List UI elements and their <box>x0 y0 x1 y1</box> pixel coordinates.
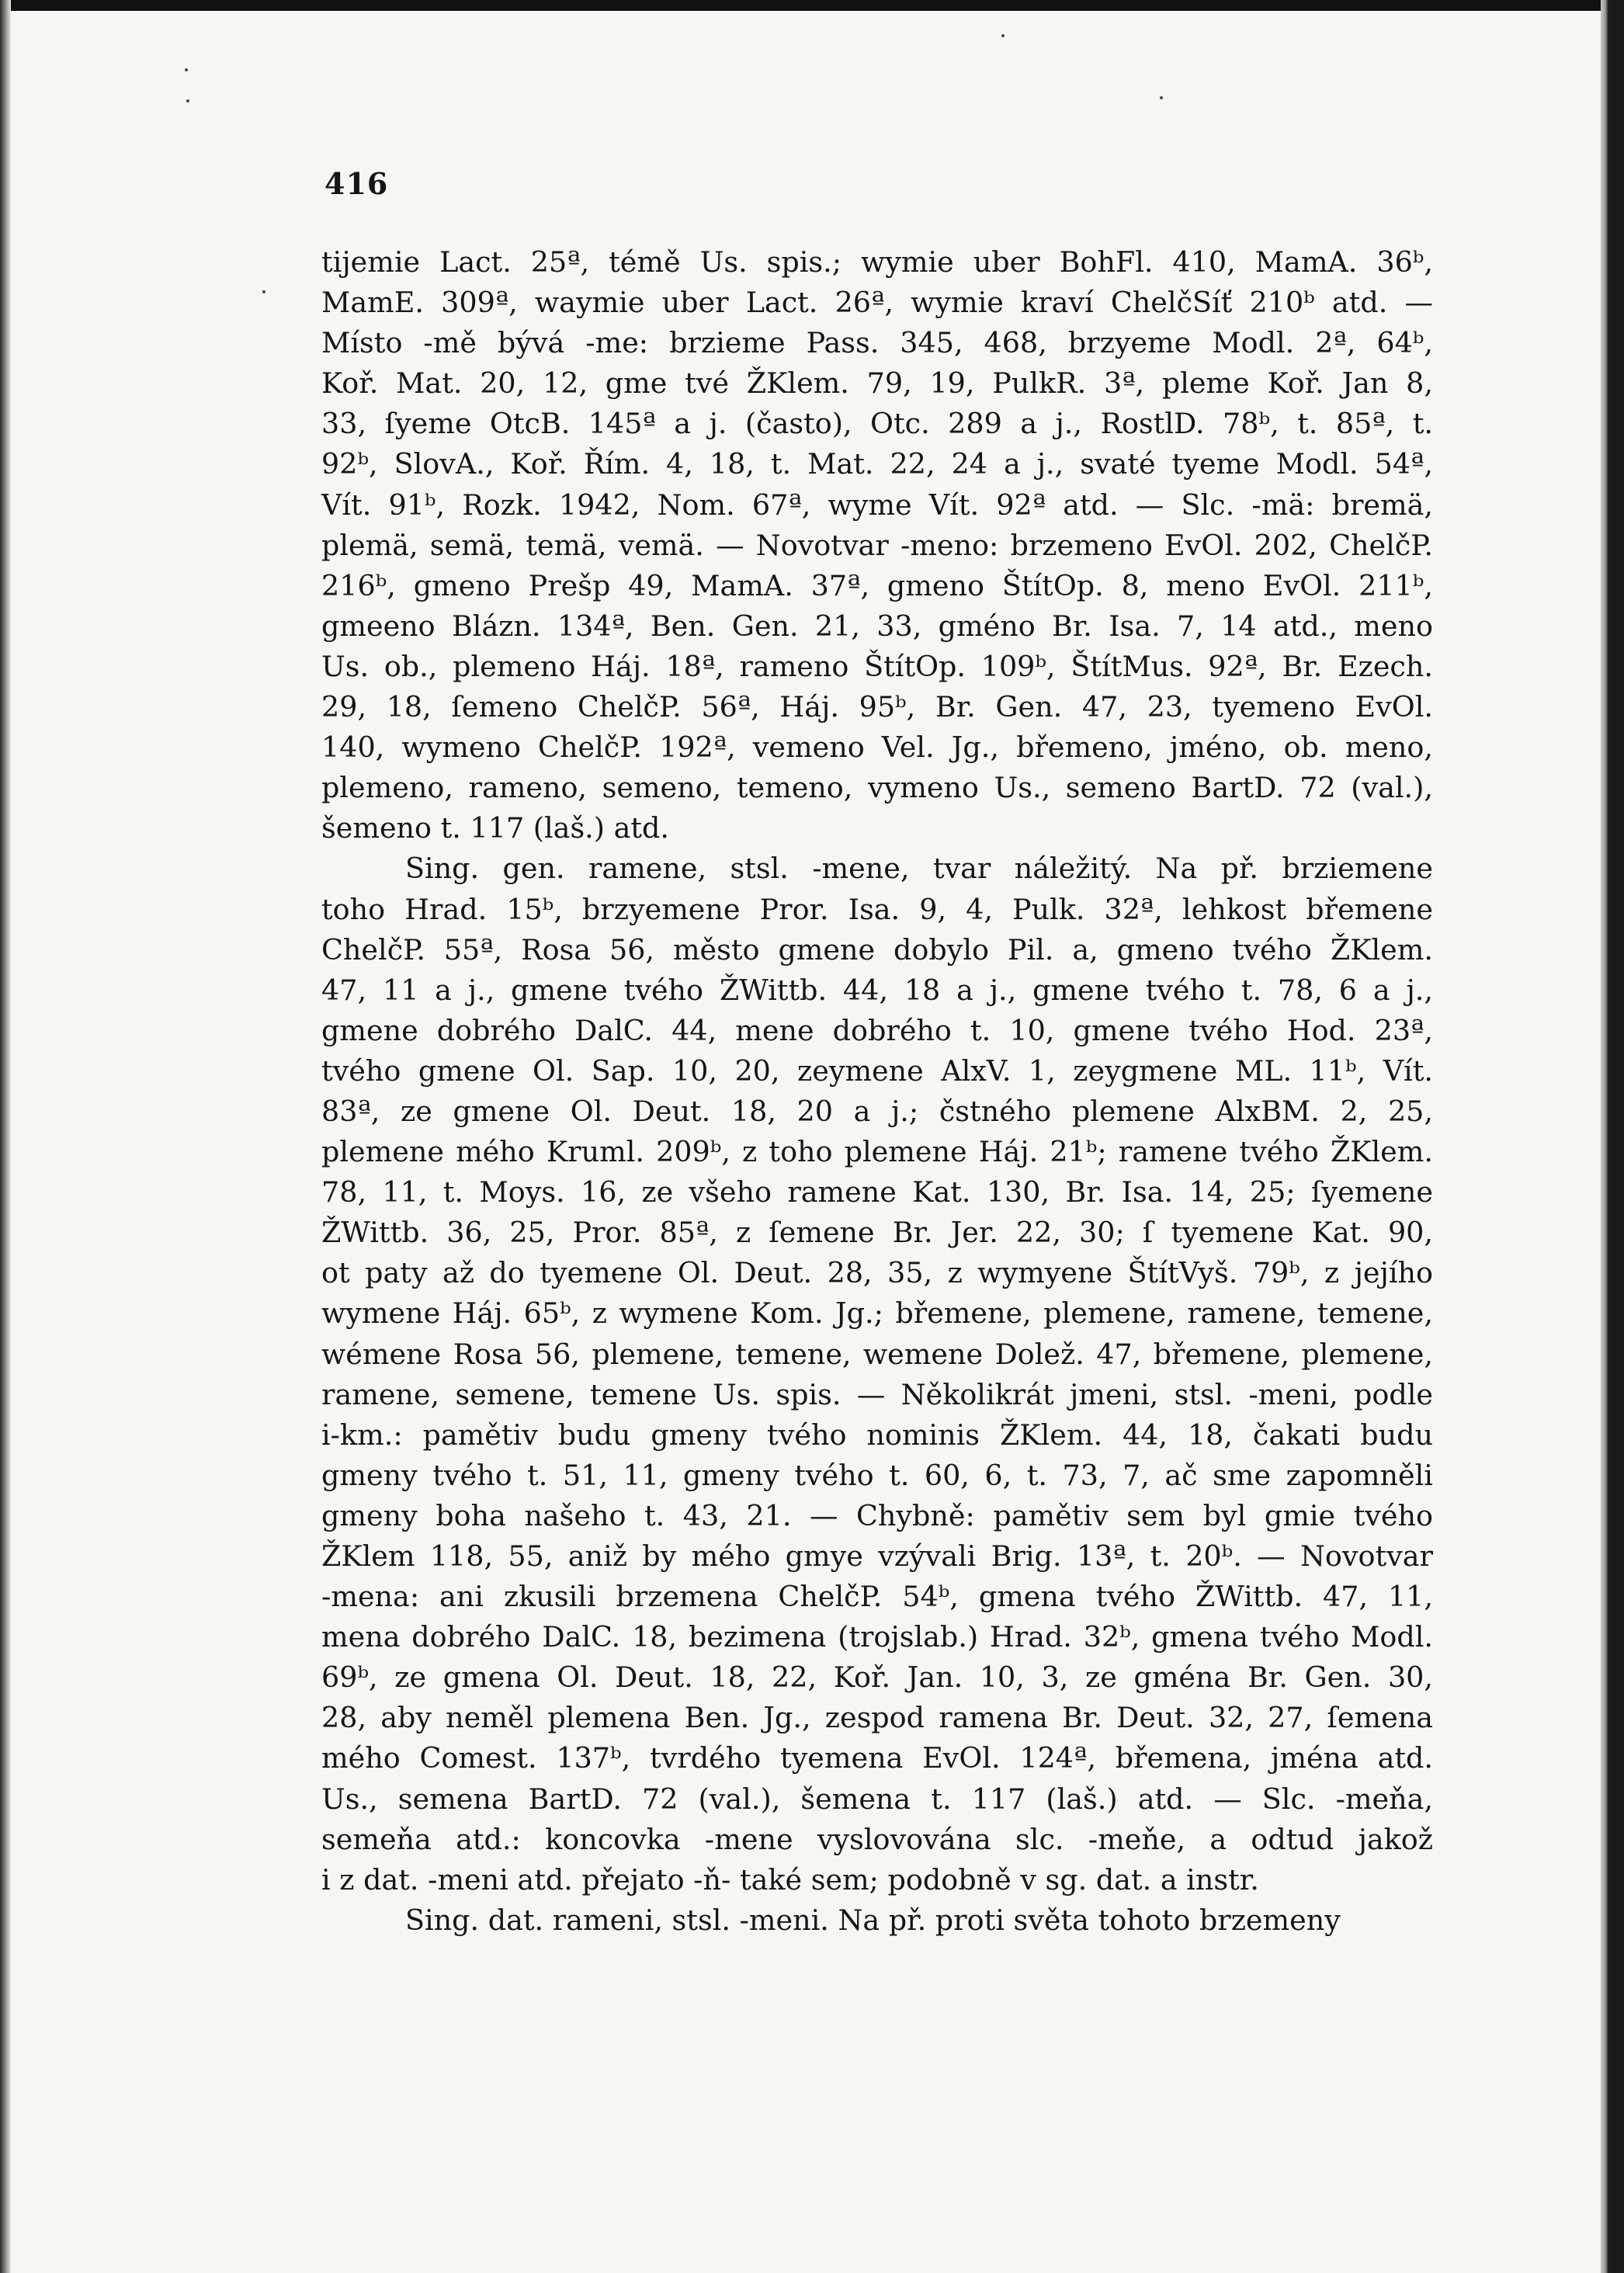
text-line: semeňa atd.: koncovka -mene vyslovována slc. -meňe, a odtud jakož <box>321 1822 1433 1856</box>
text-line: MamE. 309ª, waymie uber Lact. 26ª, wymie kraví ChelčSíť 210ᵇ atd. — <box>321 286 1433 320</box>
text-line: Sing. gen. ramene, stsl. -mene, tvar náležitý. Na př. brziemene <box>405 852 1433 886</box>
scan-edge-right <box>1601 0 1624 2273</box>
text-line: šemeno t. 117 (laš.) atd. <box>321 811 670 845</box>
text-line: tijemie Lact. 25ª, témě Us. spis.; wymie uber BohFl. 410, MamA. 36ᵇ, <box>321 245 1433 279</box>
text-line: gmeeno Blázn. 134ª, Ben. Gen. 21, 33, gméno Br. Isa. 7, 14 atd., meno <box>321 609 1433 643</box>
scan-speck <box>1001 34 1005 37</box>
scan-speck <box>262 290 265 293</box>
text-line: Us., semena BartD. 72 (val.), šemena t. 117 (laš.) atd. — Slc. -meňa, <box>321 1782 1433 1816</box>
scan-edge-left <box>0 0 11 2273</box>
text-line: gmeny boha našeho t. 43, 21. — Chybně: pamětiv sem byl gmie tvého <box>321 1498 1433 1532</box>
page-number: 416 <box>324 166 389 201</box>
page-text <box>321 242 1433 1941</box>
text-line: tvého gmene Ol. Sap. 10, 20, zeymene AlxV. 1, zeygmene ML. 11ᵇ, Vít. <box>321 1053 1433 1088</box>
text-line: ŽKlem 118, 55, aniž by mého gmye vzývali Brig. 13ª, t. 20ᵇ. — Novotvar <box>321 1539 1433 1573</box>
text-line: Us. ob., plemeno Háj. 18ª, rameno ŠtítOp. 109ᵇ, ŠtítMus. 92ª, Br. Ezech. <box>321 649 1433 683</box>
text-line: mého Comest. 137ᵇ, tvrdého tyemena EvOl. 124ª, břemena, jména atd. <box>321 1741 1433 1775</box>
text-line: Místo -mě bývá -me: brzieme Pass. 345, 468, brzyeme Modl. 2ª, 64ᵇ, <box>321 326 1433 360</box>
text-line: 92ᵇ, SlovA., Koř. Řím. 4, 18, t. Mat. 22, 24 a j., svaté tyeme Modl. 54ª, <box>321 447 1433 481</box>
text-line: gmeny tvého t. 51, 11, gmeny tvého t. 60, 6, t. 73, 7, ač sme zapomněli <box>321 1458 1433 1492</box>
text-line: i-km.: pamětiv budu gmeny tvého nominis ŽKlem. 44, 18, čakati budu <box>321 1418 1433 1452</box>
text-line: -mena: ani zkusili brzemena ChelčP. 54ᵇ, gmena tvého ŽWittb. 47, 11, <box>321 1580 1433 1614</box>
text-line: mena dobrého DalC. 18, bezimena (trojslab.) Hrad. 32ᵇ, gmena tvého Modl. <box>321 1620 1433 1654</box>
text-line: 47, 11 a j., gmene tvého ŽWittb. 44, 18 a j., gmene tvého t. 78, 6 a j., <box>321 973 1433 1007</box>
text-line: 83ª, ze gmene Ol. Deut. 18, 20 a j.; čstného plemene AlxBM. 2, 25, <box>321 1094 1433 1128</box>
text-line: 78, 11, t. Moys. 16, ze všeho ramene Kat. 130, Br. Isa. 14, 25; ſyemene <box>321 1175 1433 1209</box>
text-line: 28, aby neměl plemena Ben. Jg., zespod ramena Br. Deut. 32, 27, ſemena <box>321 1701 1433 1735</box>
text-line: ramene, semene, temene Us. spis. — Několikrát jmeni, stsl. -meni, podle <box>321 1377 1433 1411</box>
text-line: 140, wymeno ChelčP. 192ª, vemeno Vel. Jg., břemeno, jméno, ob. meno, <box>321 730 1433 765</box>
text-line: 216ᵇ, gmeno Prešp 49, MamA. 37ª, gmeno ŠtítOp. 8, meno EvOl. 211ᵇ, <box>321 568 1433 602</box>
text-line: gmene dobrého DalC. 44, mene dobrého t. 10, gmene tvého Hod. 23ª, <box>321 1013 1433 1047</box>
text-line: plemeno, rameno, semeno, temeno, vymeno Us., semeno BartD. 72 (val.), <box>321 771 1433 805</box>
scan-speck <box>1160 96 1163 99</box>
scan-speck <box>186 99 189 102</box>
text-line: i z dat. -meni atd. přejato -ň- také sem; podobně v sg. dat. a instr. <box>321 1862 1259 1896</box>
text-line: 33, ſyeme OtcB. 145ª a j. (často), Otc. 289 a j., RostlD. 78ᵇ, t. 85ª, t. <box>321 407 1433 441</box>
text-line: 69ᵇ, ze gmena Ol. Deut. 18, 22, Koř. Jan. 10, 3, ze gména Br. Gen. 30, <box>321 1661 1433 1695</box>
text-line: toho Hrad. 15ᵇ, brzyemene Pror. Isa. 9, 4, Pulk. 32ª, lehkost břemene <box>321 892 1433 926</box>
scan-edge-top <box>0 0 1624 11</box>
text-line: wémene Rosa 56, plemene, temene, wemene Dolež. 47, břemene, plemene, <box>321 1337 1433 1371</box>
text-line: ŽWittb. 36, 25, Pror. 85ª, z ſemene Br. Jer. 22, 30; ſ tyemene Kat. 90, <box>321 1216 1433 1250</box>
text-line: ot paty až do tyemene Ol. Deut. 28, 35, z wymyene ŠtítVyš. 79ᵇ, z jejího <box>321 1256 1433 1290</box>
text-line: ChelčP. 55ª, Rosa 56, město gmene dobylo Pil. a, gmeno tvého ŽKlem. <box>321 932 1433 966</box>
text-line: Vít. 91ᵇ, Rozk. 1942, Nom. 67ª, wyme Vít. 92ª atd. — Slc. -mä: bremä, <box>321 488 1433 522</box>
text-line: plemä, semä, temä, vemä. — Novotvar -meno: brzemeno EvOl. 202, ChelčP. <box>321 528 1433 562</box>
text-line: Sing. dat. rameni, stsl. -meni. Na př. proti světa tohoto brzemeny <box>405 1903 1341 1937</box>
text-line: 29, 18, ſemeno ChelčP. 56ª, Háj. 95ᵇ, Br. Gen. 47, 23, tyemeno EvOl. <box>321 690 1433 724</box>
text-line: wymene Háj. 65ᵇ, z wymene Kom. Jg.; břemene, plemene, ramene, temene, <box>321 1296 1433 1331</box>
text-line: Koř. Mat. 20, 12, gme tvé ŽKlem. 79, 19, PulkR. 3ª, pleme Koř. Jan 8, <box>321 366 1433 401</box>
scan-speck <box>185 68 188 71</box>
text-line: plemene mého Kruml. 209ᵇ, z toho plemene Háj. 21ᵇ; ramene tvého ŽKlem. <box>321 1135 1433 1169</box>
